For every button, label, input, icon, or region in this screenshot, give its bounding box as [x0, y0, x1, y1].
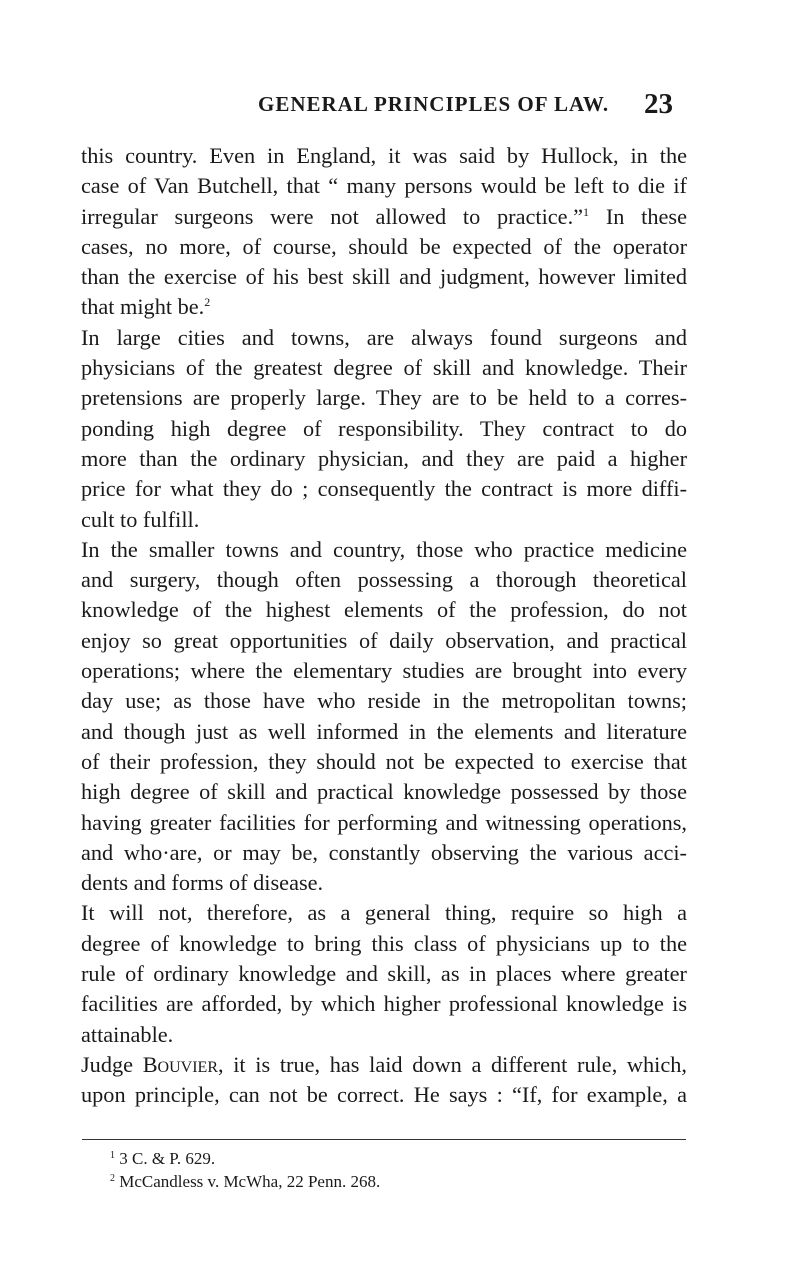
- text-line: and surgery, though often possessing a thorough theoretical: [81, 567, 687, 593]
- text-line: physicians of the greatest degree of skill and knowledge. Their: [81, 355, 687, 381]
- text-line: attainable.: [81, 1021, 174, 1047]
- text-line: this country. Even in England, it was said by Hullock, in the: [81, 143, 687, 168]
- footnotes: [110, 1147, 380, 1193]
- body-text: [81, 141, 687, 1111]
- footnote-text: McCandless v. McWha, 22 Penn. 268.: [115, 1172, 381, 1191]
- text-line: rule of ordinary knowledge and skill, as in places where greater: [81, 961, 687, 987]
- text-line: [81, 1050, 687, 1080]
- text-line: dents and forms of disease.: [81, 870, 324, 896]
- name-small-caps: Bouvier: [142, 1051, 218, 1077]
- text-line: operations; where the elementary studies are brought into every: [81, 658, 687, 684]
- text-line: and though just as well informed in the elements and literature: [81, 718, 687, 744]
- footnote-1: [110, 1147, 380, 1170]
- running-title: GENERAL PRINCIPLES OF LAW.: [258, 92, 610, 116]
- footnote-divider: [82, 1139, 686, 1140]
- footnote-ref-2: 2: [204, 295, 211, 310]
- footnote-ref-1: 1: [583, 204, 590, 219]
- text-line: cult to fulfill.: [81, 506, 200, 532]
- text-line: In large cities and towns, are always found surgeons and: [81, 324, 687, 350]
- footnote-text: 3 C. & P. 629.: [115, 1149, 216, 1168]
- page-number: 23: [644, 88, 673, 120]
- text-line: pretensions are properly large. They are to be held to a corres-: [81, 385, 687, 411]
- footnote-2: [110, 1170, 380, 1193]
- text-segment: irregular surgeons were not allowed to practice.”: [81, 203, 584, 229]
- text-line: upon principle, can not be correct. He says : “If, for example, a: [81, 1082, 687, 1108]
- text-segment: , it is true, has laid down a different rule, which,: [218, 1051, 687, 1077]
- text-line: degree of knowledge to bring this class of physicians up to the: [81, 930, 687, 956]
- text-line: having greater facilities for performing and witnessing operations,: [81, 809, 687, 835]
- text-line: more than the ordinary physician, and they are paid a higher: [81, 445, 687, 471]
- text-line: ponding high degree of responsibility. They contract to do: [81, 415, 687, 441]
- text-line: cases, no more, of course, should be expected of the operator: [81, 233, 687, 259]
- text-line: [81, 292, 687, 322]
- text-segment: In these: [589, 203, 687, 229]
- text-line: [81, 202, 687, 232]
- text-line: and who·are, or may be, constantly observing the various acci-: [81, 839, 687, 865]
- footnote-mark: 1: [110, 1150, 115, 1161]
- text-segment: that might be.: [81, 294, 205, 320]
- text-segment: Judge: [81, 1051, 143, 1077]
- text-line: It will not, therefore, as a general thing, require so high a: [81, 900, 687, 926]
- text-line: facilities are afforded, by which higher professional knowledge is: [81, 991, 687, 1017]
- text-line: high degree of skill and practical knowledge possessed by those: [81, 779, 687, 805]
- text-line: day use; as those have who reside in the metropolitan towns;: [81, 688, 687, 714]
- text-line: case of Van Butchell, that “ many persons would be left to die if: [81, 173, 687, 199]
- footnote-mark: 2: [110, 1173, 115, 1184]
- text-line: of their profession, they should not be expected to exercise that: [81, 748, 687, 774]
- text-line: enjoy so great opportunities of daily observation, and practical: [81, 627, 687, 653]
- text-line: than the exercise of his best skill and judgment, however limited: [81, 264, 687, 290]
- text-line: price for what they do ; consequently the contract is more diffi-: [81, 476, 687, 502]
- text-line: knowledge of the highest elements of the profession, do not: [81, 597, 687, 623]
- text-line: In the smaller towns and country, those who practice medicine: [81, 536, 687, 562]
